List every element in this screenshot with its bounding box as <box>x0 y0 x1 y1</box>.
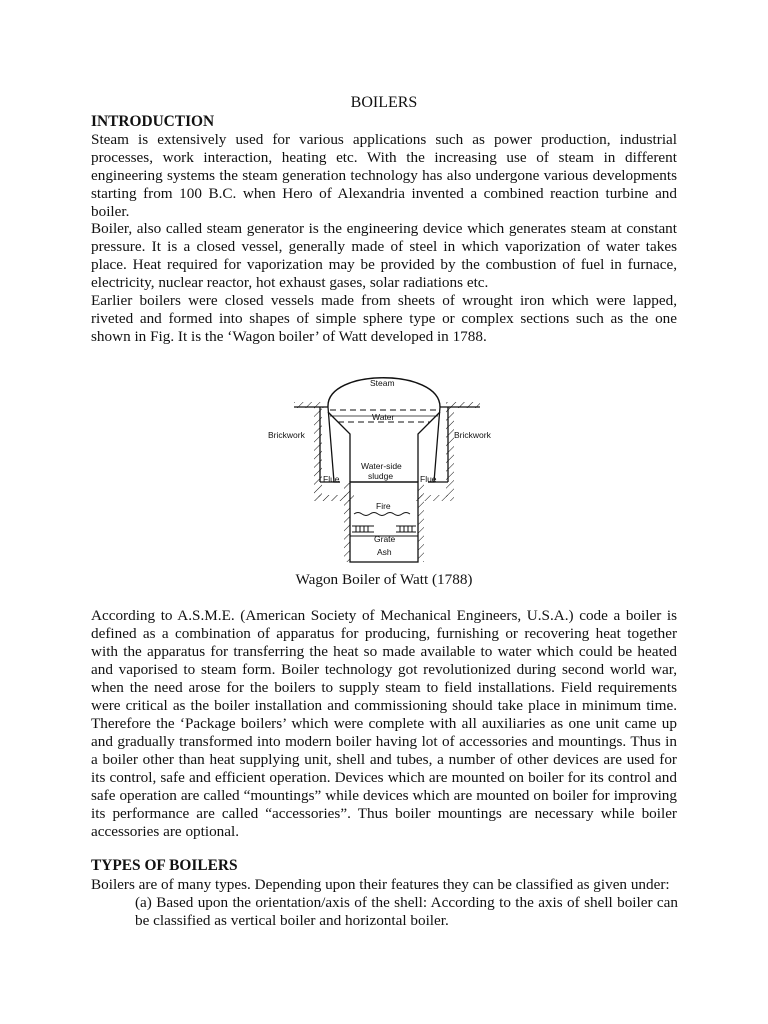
intro-paragraph-2: Boiler, also called steam generator is the engineering device which generates steam at constant pressure. It is a closed vessel, generally made of steel in which vaporization of water takes place. Heat required for vaporization may be provided by the combustion of fuel in furnace, electricity, nuclear reactor, hot exhaust gases, solar radiations etc. <box>91 220 677 291</box>
label-flue-left: Flue <box>323 474 340 484</box>
wagon-boiler-diagram <box>264 356 504 566</box>
label-steam: Steam <box>370 378 395 388</box>
introduction-heading: INTRODUCTION <box>91 113 215 130</box>
label-sludge: sludge <box>368 471 394 481</box>
label-grate: Grate <box>374 534 396 544</box>
types-of-boilers-heading: TYPES OF BOILERS <box>91 857 238 874</box>
page-title: BOILERS <box>350 94 418 111</box>
label-flue-right: Flue <box>420 474 437 484</box>
label-brickwork-right: Brickwork <box>454 430 491 440</box>
types-item-a: (a) Based upon the orientation/axis of the shell: According to the axis of shell boiler can be classified as vertical boiler and horizontal boiler. <box>135 894 678 929</box>
label-brickwork-left: Brickwork <box>268 430 305 440</box>
label-water: Water <box>372 412 395 422</box>
grate-bars <box>352 526 416 532</box>
label-fire: Fire <box>376 501 391 511</box>
figure-caption: Wagon Boiler of Watt (1788) <box>295 571 473 588</box>
types-paragraph: Boilers are of many types. Depending upon their features they can be classified as given under: <box>91 876 670 893</box>
intro-paragraph-1: Steam is extensively used for various applications such as power production, industrial processes, work interaction, heating etc. With the increasing use of steam in different engineering systems the steam generation technology has also undergone various developments starting from 100 B.C. when Hero of Alexandria invented a combined reaction turbine and boiler. <box>91 131 677 220</box>
label-ash: Ash <box>377 547 392 557</box>
label-water-side: Water-side <box>361 461 402 471</box>
asme-paragraph: According to A.S.M.E. (American Society of Mechanical Engineers, U.S.A.) code a boiler is defined as a combination of apparatus for producing, furnishing or recovering heat together with the apparatus for transferring the heat so made available to water which could be heated and vaporised to steam form. Boiler technology got revolutionized during second world war, when the need arose for the boilers to supply steam to field installations. Field requirements were critical as the boiler installation and commissioning should take place in minimum time. Therefore the ‘Package boilers’ which were complete with all auxiliaries as one unit came up and gradually transformed into modern boiler having lot of accessories and mountings. Thus in a boiler other than heat supplying unit, shell and tubes, a number of other devices are used for its control, safe and efficient operation. Devices which are mounted on boiler for its control and safe operation are called “mountings” while devices which are mounted on boiler for improving its performance are called “accessories”. Thus boiler mountings are necessary while boiler accessories are optional. <box>91 607 677 840</box>
wagon-boiler-figure <box>264 356 504 566</box>
intro-paragraph-3: Earlier boilers were closed vessels made from sheets of wrought iron which were lapped, riveted and formed into shapes of simple sphere type or complex sections such as the one shown in Fig. It is the ‘Wagon boiler’ of Watt developed in 1788. <box>91 292 677 345</box>
